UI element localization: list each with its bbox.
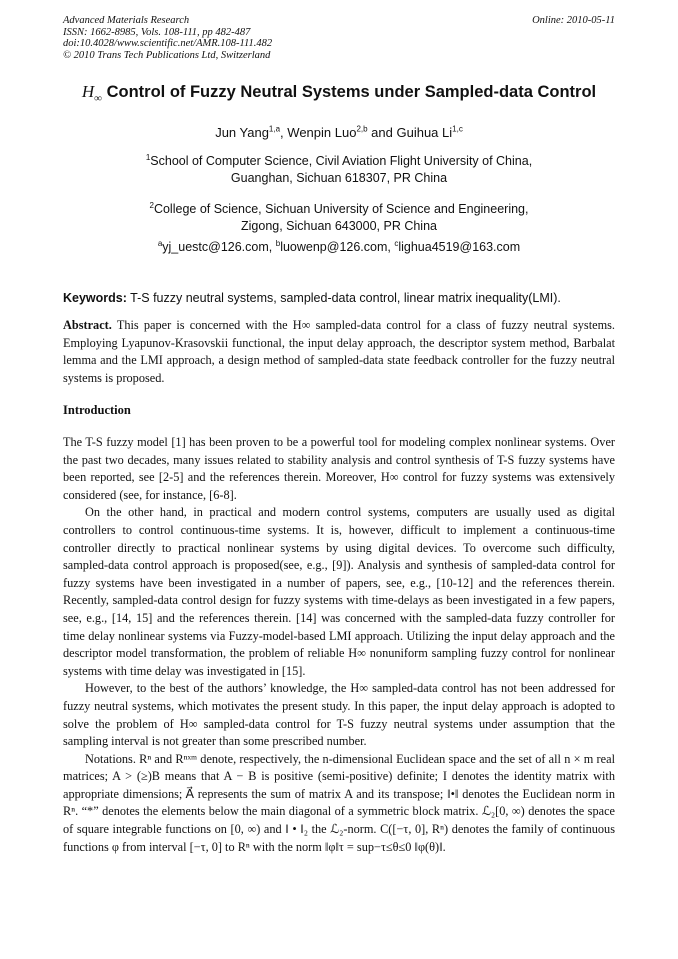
email-list: $^a$yj_uestc@126.com, $^b$luowenp@126.com, $^c$lighua4519@163.com xyxy=(157,238,521,254)
paragraph: However, to the best of the authors’ knowledge, the H∞ sampled-data control has not been addressed for fuzzy neutral systems, which motivates the present study. In this paper, the input delay approach is adopted to solve the problem of H∞ sampled-data control for T-S fuzzy neutral systems under assumption that the sampling interval is not greater than some prescribed number. xyxy=(63,681,615,749)
keywords xyxy=(63,291,623,305)
author-name: Guihua Li xyxy=(396,125,453,140)
issn-line: ISSN: 1662-8985, Vols. 108-111, pp 482-487 xyxy=(63,26,251,38)
h-infinity-symbol: $H_\infty$ xyxy=(81,82,102,105)
author-name: Wenpin Luo xyxy=(287,125,357,140)
abstract xyxy=(63,317,615,387)
abstract-text: This paper is concerned with the H∞ sampled-data control for a class of fuzzy neutral systems. Employing Lyapunov-Krasovskii functional, the input delay approach, the descriptor system method, Barbalat lemma and the LMI approach, a design method of sampled-data state feedback controller for the fuzzy neutral systems is proposed. xyxy=(63,318,615,385)
title-text: Control of Fuzzy Neutral Systems under Sampled-data Control xyxy=(106,83,597,101)
paragraph: The T-S fuzzy model [1] has been proven to be a powerful tool for modeling complex nonlinear systems. Over the past two decades, many issues related to stability analysis and control synthesis of T-S fuzzy systems have been reported, see [2-5] and the references therein. Moreover, H∞ control for fuzzy systems was extensively considered (see, for instance, [6-8]. xyxy=(63,435,615,502)
copyright-line: © 2010 Trans Tech Publications Ltd, Switzerland xyxy=(63,49,271,61)
paragraph: On the other hand, in practical and modern control systems, computers are usually used as digital controllers to control continuous-time systems. It is, however, difficult to implement a continuous-time controller directly to practical nonlinear systems by using digital devices. To overcome such difficulty, sampled-data control approach is proposed(see, e.g., [9]). Analysis and synthesis of sampled-data control for fuzzy systems have been investigated in a number of papers, see, e.g., [10-12] and the references therein. Recently, sampled-data control design for fuzzy systems with time-delays as been investigated in a few papers, see, e.g., [14, 15] and the references therein. [14] was concerned with the sampled-data fuzzy controller for time delay nonlinear systems via Fuzzy-model-based LMI approach. Utilizing the input delay approach and the descriptor model transformation, the problem of reliable H∞ nonuniform sampling fuzzy control for nonlinear systems with time delay was investigated in [15]. xyxy=(63,505,615,678)
journal-name: Advanced Materials Research xyxy=(63,15,190,26)
section-heading-introduction: Introduction xyxy=(63,403,131,417)
keywords-label: Keywords: xyxy=(63,291,127,305)
author-name: Jun Yang xyxy=(215,125,269,140)
abstract-label: Abstract. xyxy=(63,318,112,332)
paragraph: Notations. Rⁿ and Rⁿˣᵐ denote, respectively, the n-dimensional Euclidean space and the set of all n × m real matrices; A > (≥)B means that A − B is positive (semi-positive) definite; I denotes the identity matrix with appropriate dimensions; A⃗ represents the sum of matrix A and its transpose; ‖•‖ denotes the Euclidean norm in Rⁿ. “*” denotes the elements below the main diagonal of a symmetric block matrix. ℒ₂[0, ∞) denotes the space of square integrable functions on [0, ∞) and ‖ • ‖₂ the ℒ₂-norm. C([−τ, 0], Rⁿ) denotes the family of continuous functions φ from interval [−τ, 0] to Rⁿ with the norm ‖φ‖τ = sup−τ≤θ≤0 ‖φ(θ)‖. xyxy=(63,751,615,854)
journal-header xyxy=(63,15,272,61)
online-date: Online: 2010-05-11 xyxy=(532,15,615,26)
email-address[interactable]: yj_uestc@126.com xyxy=(162,240,269,254)
author-list: Jun Yang$^{1,a}$, Wenpin Luo$^{2,b}$ and Guihua Li$^{1,c}$ xyxy=(215,124,463,140)
introduction-body xyxy=(63,434,615,856)
affiliation-1: $^1$School of Computer Science, Civil Aviation Flight University of China, Guanghan, Sichuan 618307, PR China xyxy=(145,152,533,185)
keywords-text: T-S fuzzy neutral systems, sampled-data control, linear matrix inequality(LMI). xyxy=(130,291,561,305)
paper-title xyxy=(0,82,678,104)
email-address[interactable]: luowenp@126.com xyxy=(280,240,388,254)
affiliation-2: $^2$College of Science, Sichuan University of Science and Engineering, Zigong, Sichuan 643000, PR China xyxy=(149,200,529,233)
email-address[interactable]: lighua4519@163.com xyxy=(398,240,521,254)
doi-line: doi:10.4028/www.scientific.net/AMR.108-111.482 xyxy=(63,38,273,50)
